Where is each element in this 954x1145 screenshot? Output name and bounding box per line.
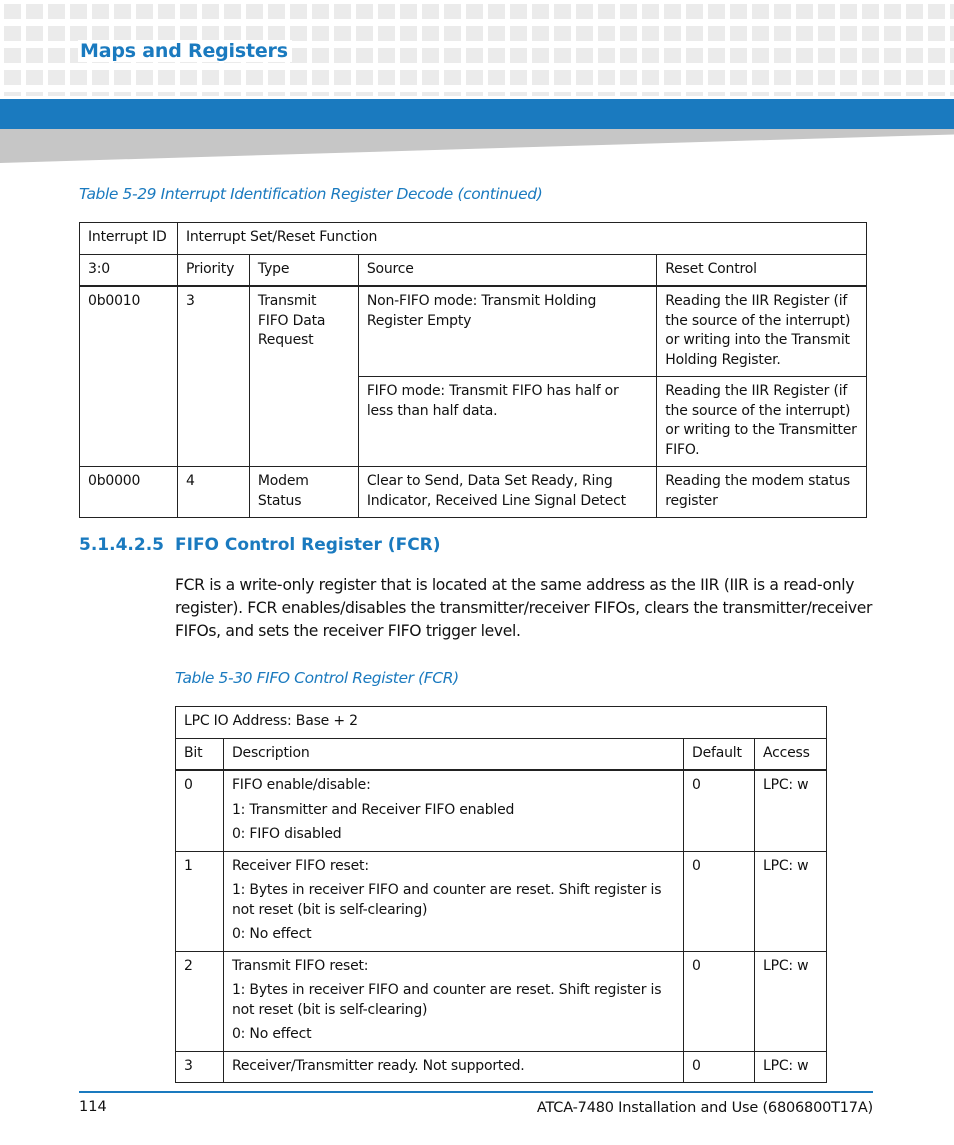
header-cell: Bit: [176, 738, 224, 770]
type-cell: Modem Status: [249, 467, 358, 518]
footer-rule: [79, 1091, 873, 1093]
table-header-row: [176, 738, 827, 770]
description-cell: [223, 851, 683, 951]
access-cell: LPC: w: [755, 951, 827, 1051]
description-cell: [223, 1051, 683, 1083]
header-cell: Interrupt Set/Reset Function: [177, 223, 866, 255]
header-cell: Type: [249, 254, 358, 286]
table-caption-text: Table 5-30 FIFO Control Register (FCR): [175, 669, 459, 687]
section-paragraph: FCR is a write-only register that is located at the same address as the IIR (IIR is a read-only register). FCR enables/disables the transmitter/receiver FIFOs, clears the transmitter/receiver FIFOs, and sets the receiver FIFO trigger level.: [175, 576, 873, 640]
default-cell: 0: [684, 1051, 755, 1083]
interrupt-id-cell: 0b0000: [80, 467, 178, 518]
address-cell: LPC IO Address: Base + 2: [176, 707, 827, 739]
table-row: [176, 1051, 827, 1083]
header-cell: Priority: [177, 254, 249, 286]
description-line: 0: No effect: [231, 926, 312, 942]
header-cell: Access: [755, 738, 827, 770]
table-row: [80, 286, 867, 377]
interrupt-id-cell: 0b0010: [80, 286, 178, 467]
header-gray-wedge: [0, 129, 954, 163]
description-line: 1: Bytes in receiver FIFO and counter are reset. Shift register is not reset (bit is self-clearing): [231, 882, 662, 918]
interrupt-decode-table: [79, 222, 867, 518]
reset-control-cell: Reading the IIR Register (if the source of the interrupt) or writing into the Transmit Holding Register.: [657, 286, 867, 377]
page-number: 114: [79, 1099, 107, 1115]
description-line: Receiver FIFO reset:: [231, 857, 369, 874]
table-caption: [175, 669, 459, 687]
description-cell: [223, 770, 683, 851]
description-line: Receiver/Transmitter ready. Not supported.: [231, 1057, 525, 1074]
table-caption-text: Table 5-29 Interrupt Identification Register Decode (continued): [79, 185, 543, 203]
source-cell: FIFO mode: Transmit FIFO has half or less than half data.: [358, 377, 656, 467]
access-cell: LPC: w: [755, 851, 827, 951]
header-cell: Source: [358, 254, 656, 286]
description-line: Transmit FIFO reset:: [231, 957, 369, 974]
reset-control-cell: Reading the IIR Register (if the source of the interrupt) or writing to the Transmitter FIFO.: [657, 377, 867, 467]
fcr-table: [175, 706, 827, 1083]
table-row: [176, 770, 827, 851]
table-caption: [79, 185, 542, 203]
document-title: ATCA-7480 Installation and Use (6806800T17A): [536, 1100, 873, 1116]
header-blue-bar: [0, 99, 954, 129]
type-cell: Transmit FIFO Data Request: [249, 286, 358, 467]
description-line: 0: FIFO disabled: [231, 826, 342, 842]
bit-cell: 3: [176, 1051, 224, 1083]
bit-cell: 0: [176, 770, 224, 851]
access-cell: LPC: w: [755, 1051, 827, 1083]
default-cell: 0: [684, 951, 755, 1051]
priority-cell: 4: [177, 467, 249, 518]
header-cell: Description: [223, 738, 683, 770]
header-cell: 3:0: [80, 254, 178, 286]
bit-cell: 1: [176, 851, 224, 951]
chapter-title: Maps and Registers: [78, 40, 292, 62]
access-cell: LPC: w: [755, 770, 827, 851]
bit-cell: 2: [176, 951, 224, 1051]
source-cell: Non-FIFO mode: Transmit Holding Register Empty: [358, 286, 656, 377]
table-row: [80, 467, 867, 518]
description-line: 0: No effect: [231, 1026, 312, 1042]
source-cell: Clear to Send, Data Set Ready, Ring Indicator, Received Line Signal Detect: [358, 467, 656, 518]
table-header-row: [80, 223, 867, 255]
section-number: 5.1.4.2.5: [79, 535, 164, 555]
table-header-row: [176, 707, 827, 739]
reset-control-cell: Reading the modem status register: [657, 467, 867, 518]
description-line: FIFO enable/disable:: [231, 777, 371, 793]
table-row: [176, 951, 827, 1051]
description-line: 1: Bytes in receiver FIFO and counter are reset. Shift register is not reset (bit is self-clearing): [231, 982, 662, 1018]
section-title: FIFO Control Register (FCR): [175, 535, 441, 555]
description-cell: [223, 951, 683, 1051]
header-cell: Interrupt ID: [80, 223, 178, 255]
table-row: [176, 851, 827, 951]
priority-cell: 3: [177, 286, 249, 467]
table-header-row: [80, 254, 867, 286]
default-cell: 0: [684, 770, 755, 851]
default-cell: 0: [684, 851, 755, 951]
description-line: 1: Transmitter and Receiver FIFO enabled: [231, 801, 515, 818]
header-cell: Reset Control: [657, 254, 867, 286]
header-cell: Default: [684, 738, 755, 770]
